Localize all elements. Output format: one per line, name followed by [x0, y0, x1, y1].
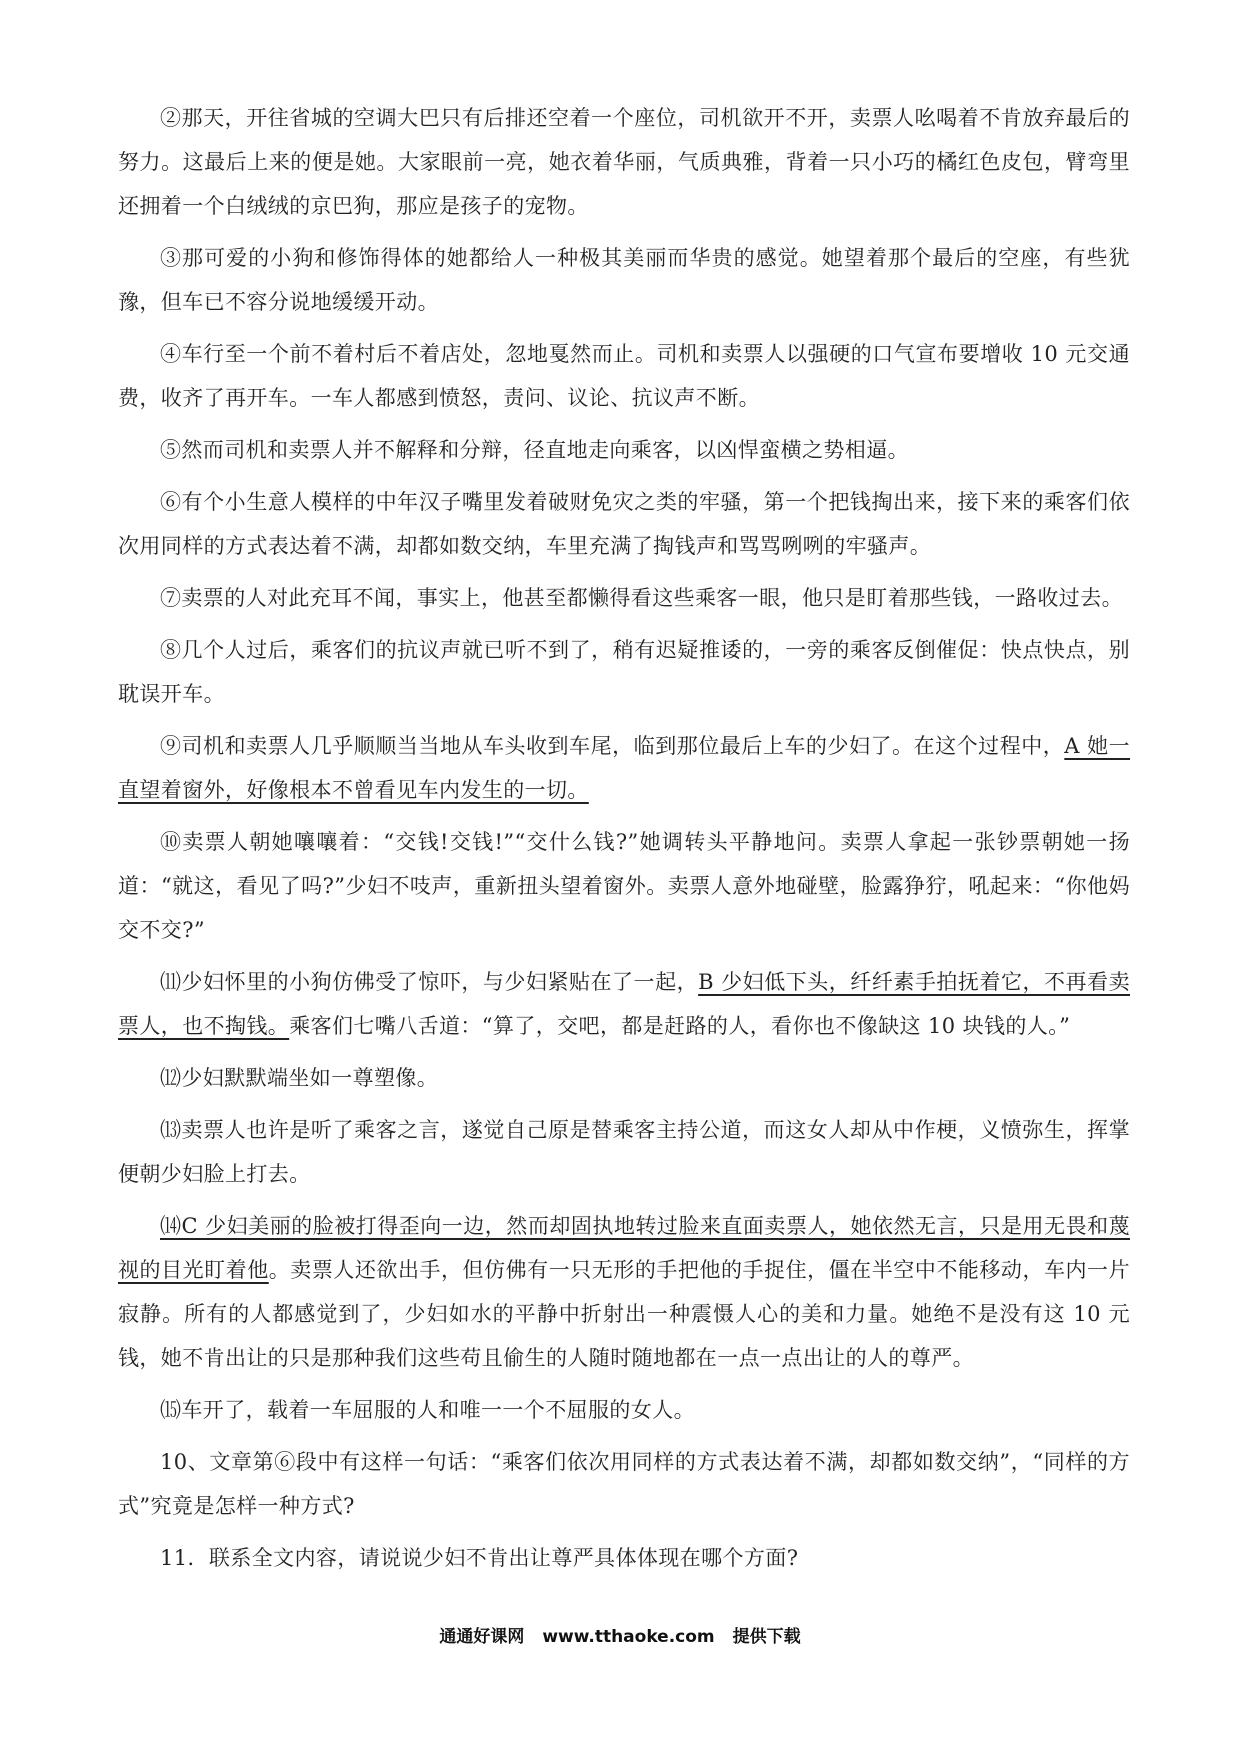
footer-site-name: 通通好课网: [439, 1627, 525, 1647]
question-list: [118, 1440, 1130, 1580]
paragraph-text: ②那天，开往省城的空调大巴只有后排还空着一个座位，司机欲开不开，卖票人吆喝着不肯放弃最后的努力。这最后上来的便是她。大家眼前一亮，她衣着华丽，气质典雅，背着一只小巧的橘红色皮包，臂弯里还拥着一个白绒绒的京巴狗，那应是孩子的宠物。: [118, 106, 1130, 218]
paragraph-p12: [118, 1056, 1130, 1100]
article-body: [118, 96, 1130, 1588]
underlined-sentence: A 她一直望着窗外，好像根本不曾看见车内发生的一切。: [118, 734, 1130, 802]
paragraph-text: ⑤然而司机和卖票人并不解释和分辩，径直地走向乘客，以凶悍蛮横之势相逼。: [160, 438, 909, 462]
footer-suffix: 提供下载: [732, 1627, 801, 1647]
question-q10: 10、文章第⑥段中有这样一句话：“乘客们依次用同样的方式表达着不满，却都如数交纳”，“同样的方式”究竟是怎样一种方式?: [118, 1450, 1130, 1518]
paragraph-p5: [118, 428, 1130, 472]
footer-url: www.tthaoke.com: [542, 1627, 715, 1647]
paragraph-p14: [118, 1204, 1130, 1380]
paragraph-p2: [118, 96, 1130, 228]
paragraph-p8: [118, 628, 1130, 716]
paragraph-text: 乘客们七嘴八舌道：“算了，交吧，都是赶路的人，看你也不像缺这 10 块钱的人。”: [289, 1014, 1071, 1038]
paragraph-text: ⑩卖票人朝她嚷嚷着：“交钱!交钱!”“交什么钱?”她调转头平静地问。卖票人拿起一张钞票朝她一扬道：“就这，看见了吗?”少妇不吱声，重新扭头望着窗外。卖票人意外地碰壁，脸露狰狞，吼起来：“你他妈交不交?”: [118, 830, 1130, 942]
paragraph-text: 。卖票人还欲出手，但仿佛有一只无形的手把他的手捉住，僵在半空中不能移动，车内一片寂静。所有的人都感觉到了，少妇如水的平静中折射出一种震慑人心的美和力量。她绝不是没有这 10 元钱，她不肯出让的只是那种我们这些苟且偷生的人随时随地都在一点一点出让的人的尊严。: [118, 1258, 1130, 1370]
paragraph-text: ⑾少妇怀里的小狗仿佛受了惊吓，与少妇紧贴在了一起，: [160, 970, 699, 994]
paragraph-p13: [118, 1108, 1130, 1196]
underlined-sentence: B 少妇低下头，纤纤素手拍抚着它，不再看卖票人，也不掏钱。: [118, 970, 1130, 1038]
paragraph-p15: [118, 1388, 1130, 1432]
paragraph-text: ⒀卖票人也许是听了乘客之言，遂觉自己原是替乘客主持公道，而这女人却从中作梗，义愤弥生，挥掌便朝少妇脸上打去。: [118, 1118, 1130, 1186]
paragraph-p9: [118, 724, 1130, 812]
paragraph-p6: [118, 480, 1130, 568]
paragraph-p10: [118, 820, 1130, 952]
paragraph-text: ⑨司机和卖票人几乎顺顺当当地从车头收到车尾，临到那位最后上车的少妇了。在这个过程中，: [160, 734, 1065, 758]
paragraph-text: ④车行至一个前不着村后不着店处，忽地戛然而止。司机和卖票人以强硬的口气宣布要增收 10 元交通费，收齐了再开车。一车人都感到愤怒，责问、议论、抗议声不断。: [118, 342, 1130, 410]
page-footer: [0, 1622, 1240, 1647]
paragraph-text: ⑥有个小生意人模样的中年汉子嘴里发着破财免灾之类的牢骚，第一个把钱掏出来，接下来的乘客们依次用同样的方式表达着不满，却都如数交纳，车里充满了掏钱声和骂骂咧咧的牢骚声。: [118, 490, 1130, 558]
paragraph-text: ⑧几个人过后，乘客们的抗议声就已听不到了，稍有迟疑推诿的，一旁的乘客反倒催促：快点快点，别耽误开车。: [118, 638, 1130, 706]
paragraph-text: ⒂车开了，载着一车屈服的人和唯一一个不屈服的女人。: [160, 1398, 695, 1422]
question-q11: 11．联系全文内容，请说说少妇不肯出让尊严具体体现在哪个方面?: [160, 1546, 799, 1570]
paragraph-list: [118, 96, 1130, 1432]
paragraph-text: ⑦卖票的人对此充耳不闻，事实上，他甚至都懒得看这些乘客一眼，他只是盯着那些钱，一路收过去。: [160, 586, 1123, 610]
paragraph-p3: [118, 236, 1130, 324]
paragraph-p7: [118, 576, 1130, 620]
paragraph-p11: [118, 960, 1130, 1048]
underlined-sentence: ⒁C 少妇美丽的脸被打得歪向一边，然而却固执地转过脸来直面卖票人，她依然无言，只是用无畏和蔑视的目光盯着他: [118, 1214, 1130, 1282]
paragraph-p4: [118, 332, 1130, 420]
paragraph-text: ③那可爱的小狗和修饰得体的她都给人一种极其美丽而华贵的感觉。她望着那个最后的空座，有些犹豫，但车已不容分说地缓缓开动。: [118, 246, 1130, 314]
paragraph-text: ⑿少妇默默端坐如一尊塑像。: [160, 1066, 439, 1090]
